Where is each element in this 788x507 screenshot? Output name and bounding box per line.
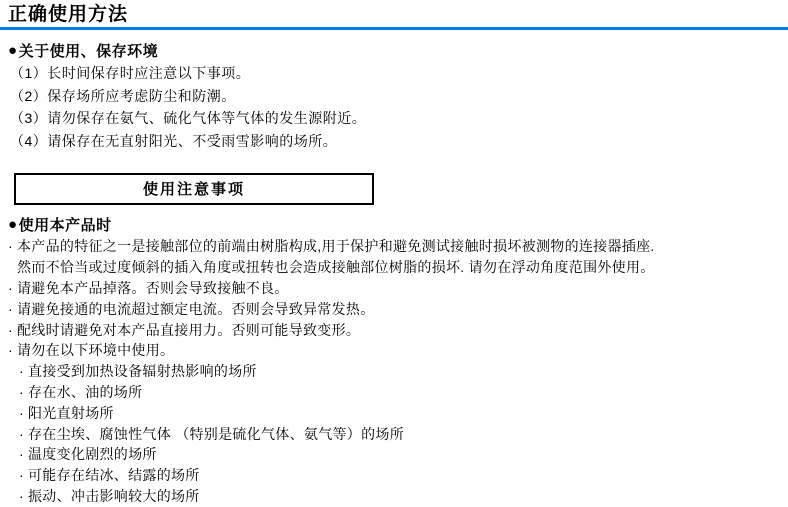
item-bullet-icon: · — [8, 238, 13, 255]
environment-item-text: 振动、冲击影响较大的场所 — [28, 487, 200, 504]
environment-item-text: 阳光直射场所 — [28, 404, 114, 421]
usage-item-text: 配线时请避免对本产品直接用力。否则可能导致变形。 — [17, 321, 361, 338]
environment-item — [0, 486, 788, 507]
usage-intro-line — [0, 236, 788, 257]
title-underline — [0, 27, 788, 30]
storage-item: （4）请保存在无直射阳光、不受雨雪影响的场所。 — [10, 132, 338, 149]
storage-section — [0, 40, 788, 152]
item-bullet-icon: · — [19, 363, 24, 380]
usage-item — [0, 340, 788, 361]
item-bullet-icon: · — [8, 342, 13, 359]
storage-item: （1）长时间保存时应注意以下事项。 — [10, 65, 251, 81]
usage-intro-text: 本产品的特征之一是接触部位的前端由树脂构成,用于保护和避免测试接触时损坏被测物的连接器插座. — [17, 238, 655, 255]
item-bullet-icon: · — [8, 300, 13, 317]
notice-box — [14, 173, 374, 205]
usage-item — [0, 299, 788, 320]
usage-item-text: 请避免接通的电流超过额定电流。否则会导致异常发热。 — [17, 300, 375, 317]
item-bullet-icon: · — [8, 279, 13, 296]
storage-heading-label: 关于使用、保存环境 — [18, 43, 159, 60]
environment-item-text: 存在尘埃、腐蚀性气体 （特别是硫化气体、氨气等）的场所 — [28, 425, 404, 442]
environment-item — [0, 465, 788, 486]
item-bullet-icon: · — [19, 425, 24, 442]
usage-section — [0, 214, 788, 506]
usage-section-heading — [8, 214, 788, 235]
usage-intro-continuation — [0, 257, 788, 278]
item-bullet-icon: · — [19, 467, 24, 484]
environment-item-text: 直接受到加热设备辐射热影响的场所 — [28, 363, 257, 380]
usage-intro-text: 然而不恰当或过度倾斜的插入角度或扭转也会造成接触部位树脂的损坏. 请勿在浮动角度范围外使用。 — [17, 259, 655, 276]
usage-item-text: 请勿在以下环境中使用。 — [17, 342, 175, 359]
section-bullet-icon: ● — [8, 42, 18, 59]
environment-item — [0, 382, 788, 403]
page-title: 正确使用方法 — [8, 4, 129, 25]
usage-heading-label: 使用本产品时 — [18, 217, 112, 235]
section-bullet-icon: ● — [8, 216, 18, 234]
storage-item: （2）保存场所应考虑防尘和防潮。 — [10, 87, 236, 104]
environment-item — [0, 361, 788, 382]
usage-item — [0, 320, 788, 341]
item-bullet-icon: · — [19, 404, 24, 421]
item-bullet-icon: · — [19, 446, 24, 463]
storage-item: （3）请勿保存在氨气、硫化气体等气体的发生源附近。 — [10, 110, 367, 127]
environment-item — [0, 424, 788, 445]
environment-item-text: 存在水、油的场所 — [28, 383, 143, 400]
environment-item — [0, 444, 788, 465]
environment-item-text: 可能存在结冰、结露的场所 — [28, 467, 200, 484]
document-page — [0, 4, 788, 504]
notice-box-label: 使用注意事项 — [142, 181, 245, 199]
item-bullet-icon: · — [8, 321, 13, 338]
usage-item-text: 请避免本产品掉落。否则会导致接触不良。 — [17, 279, 289, 296]
storage-section-heading — [8, 40, 788, 61]
usage-item — [0, 278, 788, 299]
environment-item — [0, 403, 788, 424]
item-bullet-icon: · — [19, 487, 24, 504]
environment-item-text: 温度变化剧烈的场所 — [28, 446, 157, 463]
item-bullet-icon: · — [19, 383, 24, 400]
